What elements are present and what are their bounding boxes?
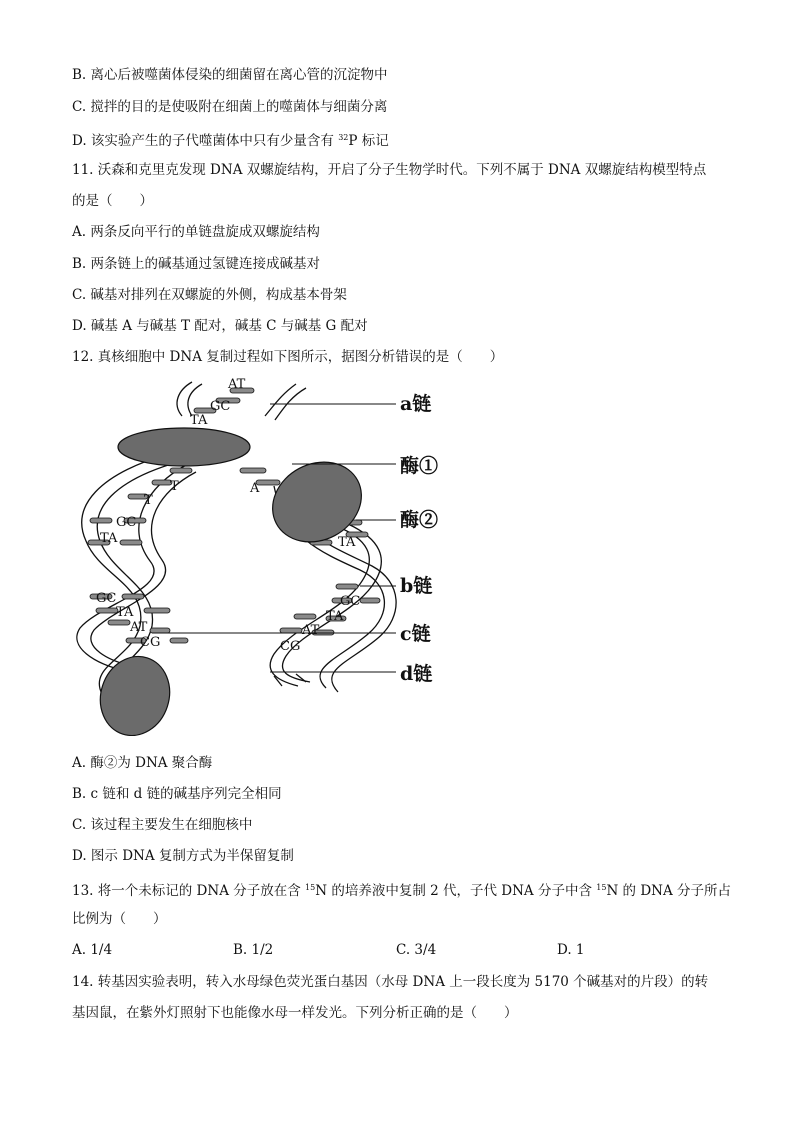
chain-a-label: a链: [400, 393, 432, 415]
rung-right-9: [294, 614, 316, 619]
bottom-enzyme-shape: [90, 647, 179, 736]
isotope-superscript: 15: [596, 883, 607, 892]
q12-option-c: C. 该过程主要发生在细胞核中: [72, 817, 253, 833]
rung-left-10: [96, 608, 118, 613]
rung-right-1: [240, 468, 266, 473]
base-label: TA: [100, 531, 118, 546]
rung-right-6: [336, 584, 358, 589]
q11-option-d: D. 碱基 A 与碱基 T 配对，碱基 C 与碱基 G 配对: [72, 318, 368, 334]
rung-left-4: [90, 518, 112, 523]
dna-replication-figure: [60, 376, 460, 736]
q10-option-d: [72, 129, 389, 150]
q12-option-d: D. 图示 DNA 复制方式为半保留复制: [72, 848, 294, 864]
chain-d-label: d链: [400, 663, 433, 685]
q11-option-a: A. 两条反向平行的单链盘旋成双螺旋结构: [72, 224, 320, 240]
rung-left-13: [150, 628, 170, 633]
enzyme-2-label: 酶②: [400, 509, 439, 531]
q13-option-d: D. 1: [557, 942, 585, 958]
rung-right-8: [360, 598, 380, 603]
q11-stem-cont: 的是（ ）: [72, 193, 153, 209]
base-label: T: [170, 479, 179, 494]
q10-option-d-tail: P 标记: [348, 133, 389, 149]
chain-c-label: c链: [400, 623, 431, 645]
base-label: GC: [96, 591, 117, 606]
base-label: AT: [130, 620, 148, 635]
rung-left-11: [144, 608, 170, 613]
isotope-superscript: 15: [305, 883, 316, 892]
rung-left-15: [170, 638, 188, 643]
q13-stem-cont: 比例为（ ）: [72, 911, 167, 927]
base-label: CG: [280, 639, 301, 654]
q10-option-c: C. 搅拌的目的是使吸附在细菌上的噬菌体与细菌分离: [72, 99, 388, 115]
q12-option-b: B. c 链和 d 链的碱基序列完全相同: [72, 786, 282, 802]
rung-left-2: [152, 480, 172, 485]
base-label: A: [250, 481, 260, 496]
q14-stem: 14. 转基因实验表明，转入水母绿色荧光蛋白基因（水母 DNA 上一段长度为 5170 个碱基对的片段）的转: [72, 974, 709, 990]
base-label: AT: [228, 377, 246, 392]
enzyme-1-label: 酶①: [400, 455, 439, 477]
q14-stem-cont: 基因鼠，在紫外灯照射下也能像水母一样发光。下列分析正确的是（ ）: [72, 1005, 518, 1021]
rung-right-11: [280, 628, 302, 633]
rung-left-9: [122, 594, 144, 599]
q13-stem-part3: N 的 DNA 分子所占: [606, 883, 732, 899]
q13-option-a: A. 1/4: [72, 942, 113, 958]
q12-stem: 12. 真核细胞中 DNA 复制过程如下图所示，据图分析错误的是（ ）: [72, 349, 504, 365]
base-label: TA: [338, 535, 356, 550]
q11-option-b: B. 两条链上的碱基通过氢键连接成碱基对: [72, 256, 321, 272]
rung-left-1: [170, 468, 192, 473]
q13-option-b: B. 1/2: [233, 942, 274, 958]
base-label: TA: [116, 605, 134, 620]
chain-b-label: b链: [400, 575, 433, 597]
base-label: TA: [190, 413, 208, 428]
base-label: TA: [326, 609, 344, 624]
q13-stem-part1: 13. 将一个未标记的 DNA 分子放在含: [72, 883, 306, 899]
q13-stem: [72, 879, 731, 900]
rung-left-12: [108, 620, 130, 625]
base-label: GC: [210, 399, 231, 414]
enzyme-1-shape: [118, 428, 250, 466]
base-label: GC: [116, 515, 137, 530]
isotope-superscript: 32: [338, 133, 349, 142]
q10-option-d-text: D. 该实验产生的子代噬菌体中只有少量含有: [72, 133, 339, 149]
base-label: T: [144, 493, 153, 508]
q11-option-c: C. 碱基对排列在双螺旋的外侧，构成基本骨架: [72, 287, 347, 303]
q13-stem-part2: N 的培养液中复制 2 代，子代 DNA 分子中含: [315, 883, 597, 899]
enzyme-2-shape: [259, 447, 376, 557]
rung-left-7: [120, 540, 142, 545]
q11-stem: 11. 沃森和克里克发现 DNA 双螺旋结构，开启了分子生物学时代。下列不属于 DNA 双螺旋结构模型特点: [72, 162, 707, 178]
base-label: AT: [302, 623, 320, 638]
q10-option-b: B. 离心后被噬菌体侵染的细菌留在离心管的沉淀物中: [72, 67, 388, 83]
base-label: GC: [340, 594, 361, 609]
q13-option-c: C. 3/4: [396, 942, 437, 958]
base-label: CG: [140, 635, 161, 650]
q12-option-a: A. 酶②为 DNA 聚合酶: [72, 755, 213, 771]
rung-right-2: [256, 480, 280, 485]
